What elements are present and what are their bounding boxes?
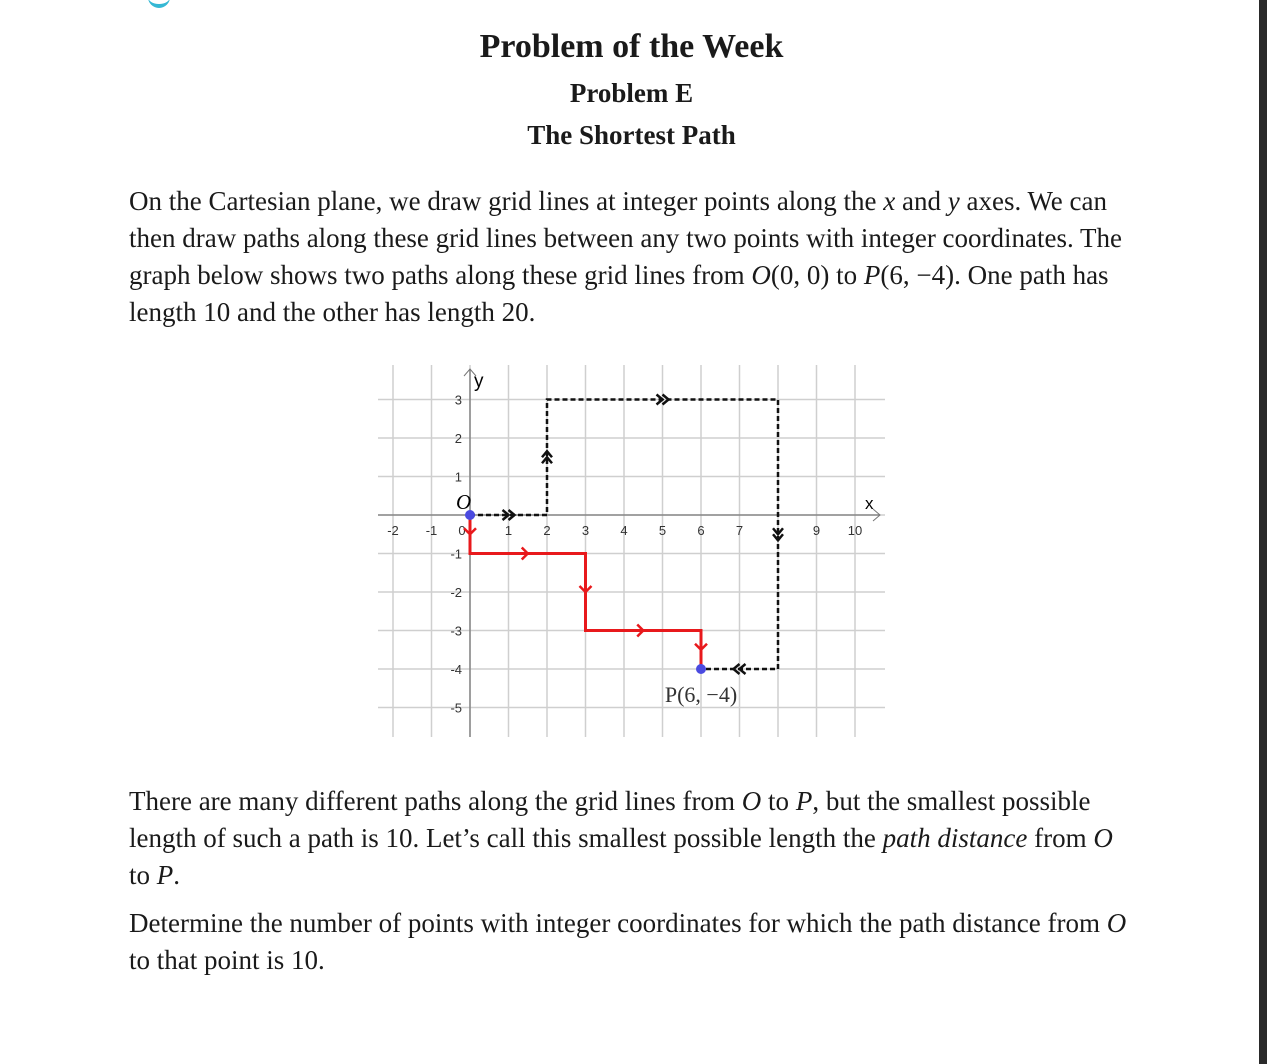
x-tick-label: 10: [847, 523, 863, 538]
y-tick-label: -1: [450, 546, 462, 562]
x-tick-label: 9: [812, 523, 821, 538]
y-tick-label: -4: [450, 662, 462, 677]
x-tick-label: 0: [458, 523, 466, 538]
point-marker: [696, 664, 706, 674]
y-tick-label: 1: [454, 469, 462, 485]
x-axis-label: x: [865, 494, 874, 513]
problem-name: The Shortest Path: [527, 120, 736, 150]
y-tick-label: 3: [454, 392, 462, 408]
grid-path-diagram: [378, 365, 885, 737]
x-tick-label: -2: [387, 523, 399, 538]
y-tick-label: -2: [450, 585, 462, 600]
x-tick-label: 5: [658, 523, 667, 538]
app-logo-fragment: [148, 0, 170, 8]
y-axis-label: y: [474, 371, 484, 392]
question-paragraph: Determine the number of points with integer coordinates for which the path distance from O to that point is 10.: [129, 908, 1127, 975]
x-tick-label: 1: [504, 523, 513, 538]
x-tick-label: 3: [581, 523, 590, 538]
page-title: Problem of the Week: [479, 28, 784, 65]
problem-level: Problem E: [569, 78, 694, 108]
x-tick-label: 7: [735, 523, 744, 538]
y-tick-label: -5: [450, 700, 462, 716]
y-tick-label: 2: [454, 431, 462, 446]
point-label-p: P(6, −4): [664, 682, 738, 707]
x-tick-label: 2: [543, 523, 551, 538]
definition-paragraph: There are many different paths along the grid lines from O to P, but the smallest possible length of such a path is 10. Let’s call this smallest possible length the path distance from O to P.: [129, 786, 1113, 890]
point-label-o: O: [456, 490, 472, 514]
page-edge: [1259, 0, 1267, 1064]
x-tick-label: 4: [620, 523, 628, 538]
x-tick-label: -1: [425, 523, 438, 538]
x-tick-label: 6: [697, 523, 705, 538]
y-tick-label: -3: [450, 623, 462, 639]
intro-paragraph: On the Cartesian plane, we draw grid lines at integer points along the x and y axes. We can then draw paths along these grid lines between any two points with integer coordinates. The graph below shows two paths along these grid lines from O(0, 0) to P(6, −4). One path has length 10 and the other has length 20.: [129, 186, 1123, 327]
